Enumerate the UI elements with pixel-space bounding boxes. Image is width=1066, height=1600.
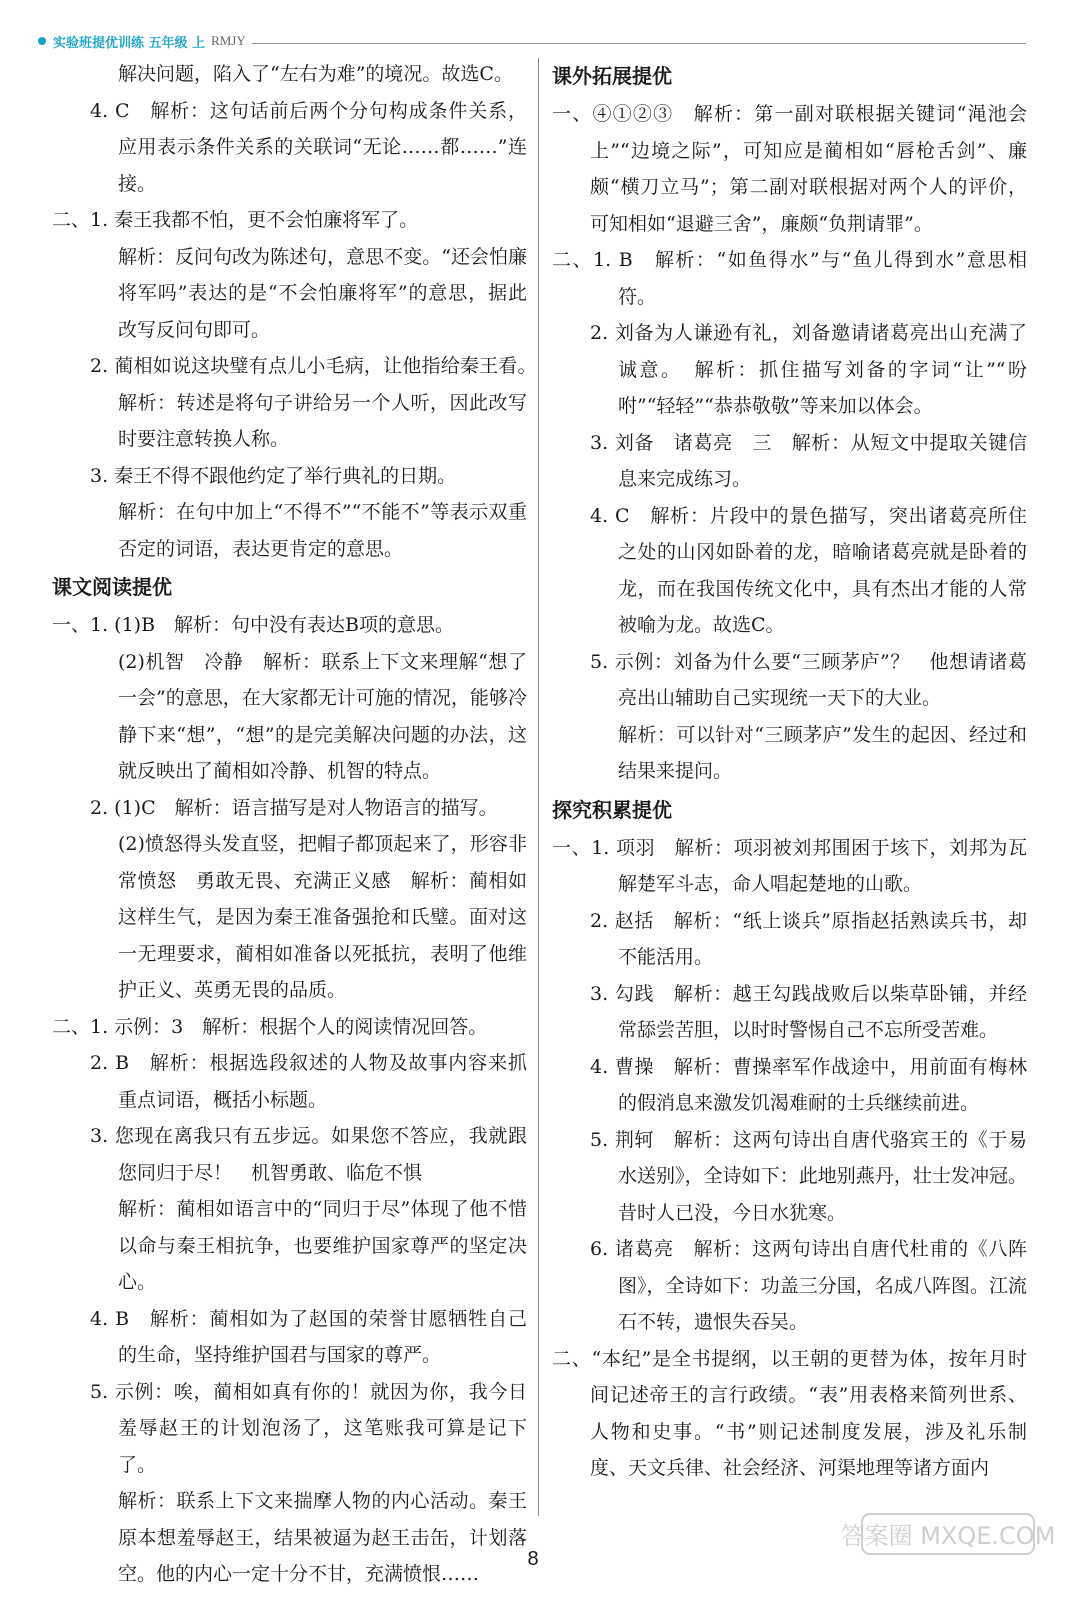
answer-item: 一、1. 项羽 解析：项羽被刘邦围困于垓下，刘邦为瓦解楚军斗志，命人唱起楚地的山歌。 (552, 836, 1027, 895)
answer-item: 二、1. 示例：3 解析：根据个人的阅读情况回答。 (52, 1015, 488, 1038)
watermark-logo-icon (840, 1508, 1056, 1588)
answer-item: 4. C 解析：片段中的景色描写，突出诸葛亮所住之处的山冈如卧着的龙，暗喻诸葛亮就是卧着的龙，而在我国传统文化中，具有杰出才能的人常被喻为龙。故选C。 (590, 504, 1027, 636)
answer-item: 二、“本纪”是全书提纲，以王朝的更替为体，按年月时间记述帝王的言行政绩。“表”用表格来简列世系、人物和史事。“书”则记述制度发展，涉及礼乐制度、天文兵律、社会经济、河渠地理等诸方面内 (552, 1347, 1027, 1479)
answer-item: 3. 秦王不得不跟他约定了举行典礼的日期。 (90, 464, 457, 487)
right-column (552, 56, 1027, 1487)
answer-item: 5. 示例：刘备为什么要“三顾茅庐”？ 他想请诸葛亮出山辅助自己实现统一天下的大业。 (590, 650, 1027, 709)
answer-item: 5. 示例：唉，蔺相如真有你的！就因为你，我今日羞辱赵王的计划泡汤了，这笔账我可算是记下了。 (90, 1380, 527, 1476)
book-code: RMJY (211, 33, 246, 48)
answer-item: 3. 勾践 解析：越王勾践战败后以柴草卧铺，并经常舔尝苦胆，以时时警惕自己不忘所受苦难。 (590, 982, 1027, 1041)
section-title: 课外拓展提优 (552, 64, 672, 88)
page-number: 8 (527, 1548, 539, 1570)
answer-item: (2)机智 冷静 解析：联系上下文来理解“想了一会”的意思，在大家都无计可施的情况，能够冷静下来“想”，“想”的是完美解决问题的办法，这就反映出了蔺相如冷静、机智的特点。 (118, 650, 527, 782)
answer-item: 解析：在句中加上“不得不”“不能不”等表示双重否定的词语，表达更肯定的意思。 (118, 501, 527, 560)
header-rule (252, 43, 1026, 44)
watermark-text: 答案圈 MXQE.COM (840, 1522, 1056, 1550)
answer-item: 一、1. (1)B 解析：句中没有表达B项的意思。 (52, 614, 455, 636)
column-divider (538, 58, 539, 1516)
book-title: 实验班提优训练 五年级 上 (53, 35, 206, 51)
answer-item: 4. 曹操 解析：曹操率军作战途中，用前面有梅林的假消息来激发饥渴难耐的士兵继续前进。 (590, 1055, 1027, 1114)
answer-item: 解析：联系上下文来揣摩人物的内心活动。秦王原本想羞辱赵王，结果被逼为赵王击缶，计划落空。他的内心一定十分不甘，充满愤恨…… (118, 1490, 527, 1585)
left-column (52, 56, 547, 1593)
answer-item: 解决问题，陷入了“左右为难”的境况。故选C。 (118, 63, 513, 85)
answer-item: 4. B 解析：蔺相如为了赵国的荣誉甘愿牺牲自己的生命，坚持维护国君与国家的尊严。 (90, 1307, 527, 1366)
answer-item: 6. 诸葛亮 解析：这两句诗出自唐代杜甫的《八阵图》，全诗如下：功盖三分国，名成八阵图。江流石不转，遗恨失吞吴。 (590, 1238, 1027, 1333)
answer-item: 2. (1)C 解析：语言描写是对人物语言的描写。 (90, 796, 498, 819)
answer-item: 解析：反问句改为陈述句，意思不变。“还会怕廉将军吗”表达的是“不会怕廉将军”的意思，据此改写反问句即可。 (118, 245, 527, 341)
answer-item: 3. 您现在离我只有五步远。如果您不答应，我就跟您同归于尽！ 机智勇敢、临危不惧 (90, 1125, 527, 1184)
page-header (38, 30, 1026, 52)
section-title: 探究积累提优 (552, 797, 672, 822)
section-title: 课文阅读提优 (52, 575, 172, 599)
answer-item: 解析：蔺相如语言中的“同归于尽”体现了他不惜以命与秦王相抗争，也要维护国家尊严的坚定决心。 (118, 1198, 527, 1293)
bullet-dot-icon (38, 37, 46, 45)
answer-item: 2. 刘备为人谦逊有礼，刘备邀请诸葛亮出山充满了诚意。 解析：抓住描写刘备的字词“让”“吩咐”“轻轻”“恭恭敬敬”等来加以体会。 (590, 322, 1027, 417)
answer-item: 4. C 解析：这句话前后两个分句构成条件关系，应用表示条件关系的关联词“无论……都……”连接。 (90, 99, 527, 195)
answer-item: 2. B 解析：根据选段叙述的人物及故事内容来抓重点词语，概括小标题。 (90, 1052, 527, 1111)
answer-item: 2. 赵括 解析：“纸上谈兵”原指赵括熟读兵书，却不能活用。 (590, 909, 1027, 968)
answer-item: 二、1. B 解析：“如鱼得水”与“鱼儿得到水”意思相符。 (552, 249, 1027, 308)
answer-item: 3. 刘备 诸葛亮 三 解析：从短文中提取关键信息来完成练习。 (590, 431, 1027, 490)
answer-item: 一、④①②③ 解析：第一副对联根据关键词“渑池会上”“边境之际”，可知应是蔺相如“唇枪舌剑”、廉颇“横刀立马”；第二副对联根据对两个人的评价，可知相如“退避三舍”，廉颇“负荆请罪”。 (552, 103, 1027, 235)
answer-item: (2)愤怒得头发直竖，把帽子都顶起来了，形容非常愤怒 勇敢无畏、充满正义感 解析：蔺相如这样生气，是因为秦王准备强抢和氏璧。面对这一无理要求，蔺相如准备以死抵抗，表明了他维护正义、英勇无畏的品质。 (118, 833, 527, 1001)
answer-item: 二、1. 秦王我都不怕，更不会怕廉将军了。 (52, 209, 419, 231)
answer-item: 5. 荆轲 解析：这两句诗出自唐代骆宾王的《于易水送别》，全诗如下：此地别燕丹，壮士发冲冠。昔时人已没，今日水犹寒。 (590, 1128, 1027, 1224)
answer-item: 解析：可以针对“三顾茅庐”发生的起因、经过和结果来提问。 (618, 723, 1027, 782)
answer-item: 2. 蔺相如说这块璧有点儿小毛病，让他指给秦王看。 解析：转述是将句子讲给另一个人听，因此改写时要注意转换人称。 (90, 355, 547, 450)
